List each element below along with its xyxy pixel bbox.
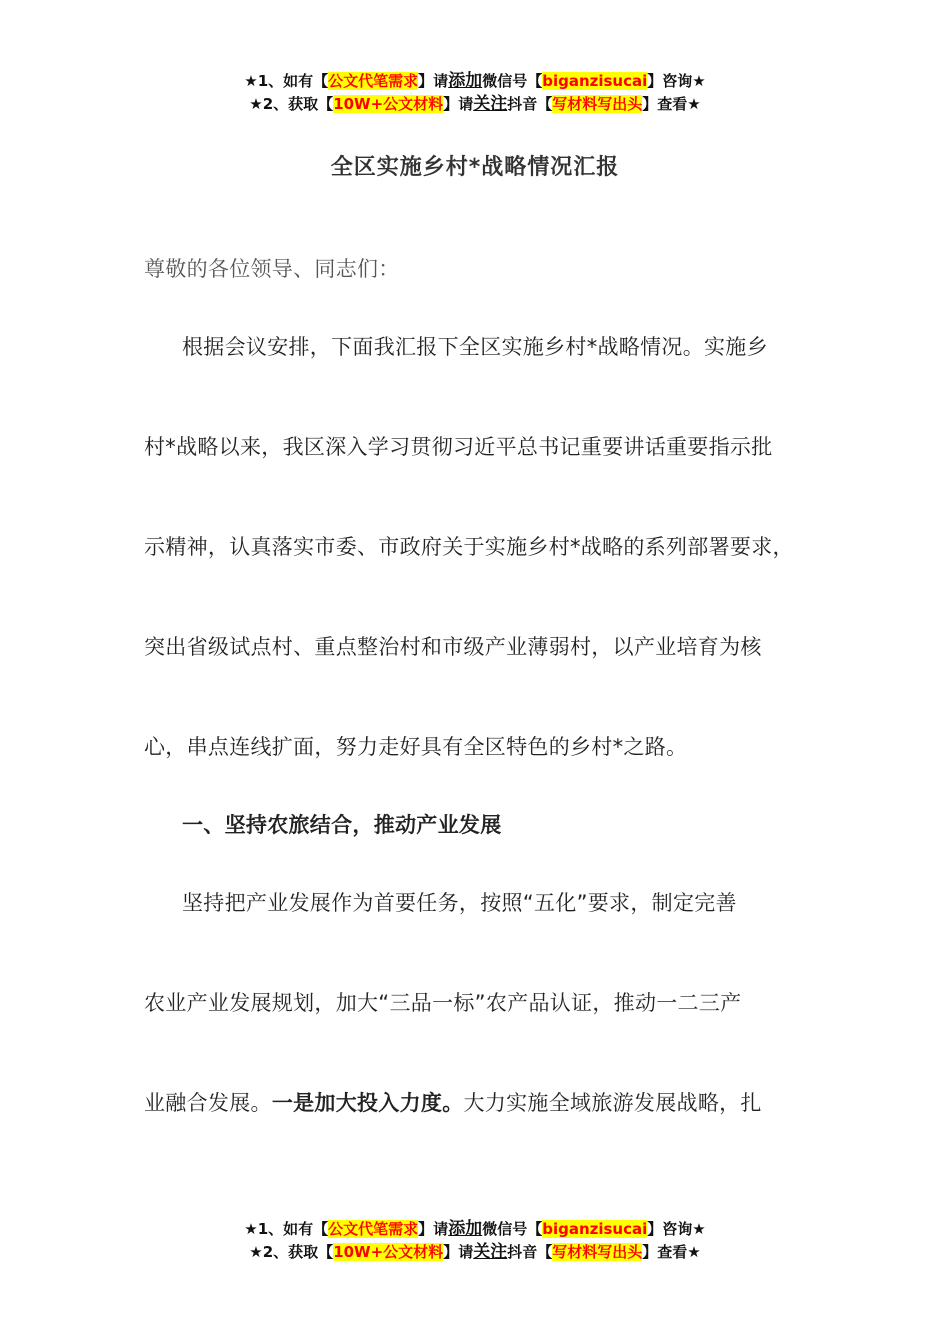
section-heading-1: 一、坚持农旅结合，推动产业发展 xyxy=(182,813,502,837)
top-banner xyxy=(0,70,950,116)
banner-text: ★1、如有【 xyxy=(244,1220,329,1238)
banner-text: 】咨询★ xyxy=(647,1220,706,1238)
banner-line-1 xyxy=(0,70,950,93)
banner-line-2 xyxy=(0,1241,950,1264)
paragraph-1-line-2: 村*战略以来，我区深入学习贯彻习近平总书记重要讲话重要指示批 xyxy=(144,435,773,459)
banner-text: ★2、获取【 xyxy=(249,95,334,113)
banner-text: 微信号【 xyxy=(482,72,543,90)
bottom-banner xyxy=(0,1218,950,1264)
banner-text: 抖音【 xyxy=(507,95,553,113)
banner-text: ★1、如有【 xyxy=(244,72,329,90)
paragraph-2-line-2: 农业产业发展规划，加大“三品一标”农产品认证，推动一二三产 xyxy=(144,991,742,1015)
banner-text: 微信号【 xyxy=(482,1220,543,1238)
banner-underline: 添加 xyxy=(448,71,483,91)
banner-text: 】请 xyxy=(443,95,474,113)
banner-highlight: 公文代笔需求 xyxy=(328,72,419,90)
banner-highlight: 10W+公文材料 xyxy=(333,1243,444,1261)
banner-text: 抖音【 xyxy=(507,1243,553,1261)
banner-highlight: 10W+公文材料 xyxy=(333,95,444,113)
paragraph-2-text: 业融合发展。 xyxy=(144,1091,272,1115)
banner-text: 】查看★ xyxy=(642,1243,701,1261)
banner-text: 】咨询★ xyxy=(647,72,706,90)
banner-text: 】请 xyxy=(443,1243,474,1261)
banner-douyin-id: 写材料写出头 xyxy=(552,1243,643,1261)
banner-underline: 关注 xyxy=(473,94,508,114)
paragraph-2-text: 大力实施全域旅游发展战略，扎 xyxy=(463,1091,762,1115)
banner-text: 】请 xyxy=(418,72,449,90)
banner-line-1 xyxy=(0,1218,950,1241)
paragraph-1-line-1: 根据会议安排，下面我汇报下全区实施乡村*战略情况。实施乡 xyxy=(182,335,768,359)
paragraph-1-line-3: 示精神，认真落实市委、市政府关于实施乡村*战略的系列部署要求， xyxy=(144,535,794,559)
banner-underline: 关注 xyxy=(473,1242,508,1262)
paragraph-2-line-1: 坚持把产业发展作为首要任务，按照“五化”要求，制定完善 xyxy=(182,891,737,915)
banner-text: 】请 xyxy=(418,1220,449,1238)
paragraph-1-line-4: 突出省级试点村、重点整治村和市级产业薄弱村，以产业培育为核 xyxy=(144,635,762,659)
banner-highlight: 公文代笔需求 xyxy=(328,1220,419,1238)
banner-line-2 xyxy=(0,93,950,116)
banner-wechat-id: biganzisucai xyxy=(542,1220,648,1238)
banner-douyin-id: 写材料写出头 xyxy=(552,95,643,113)
salutation: 尊敬的各位领导、同志们： xyxy=(144,257,400,281)
banner-underline: 添加 xyxy=(448,1219,483,1239)
banner-text: 】查看★ xyxy=(642,95,701,113)
banner-wechat-id: biganzisucai xyxy=(542,72,648,90)
paragraph-2-bold-lead: 一是加大投入力度。 xyxy=(271,1091,464,1115)
paragraph-2-line-3 xyxy=(144,1087,762,1117)
paragraph-1-line-5: 心，串点连线扩面，努力走好具有全区特色的乡村*之路。 xyxy=(144,735,688,759)
document-title: 全区实施乡村*战略情况汇报 xyxy=(330,155,620,180)
banner-text: ★2、获取【 xyxy=(249,1243,334,1261)
